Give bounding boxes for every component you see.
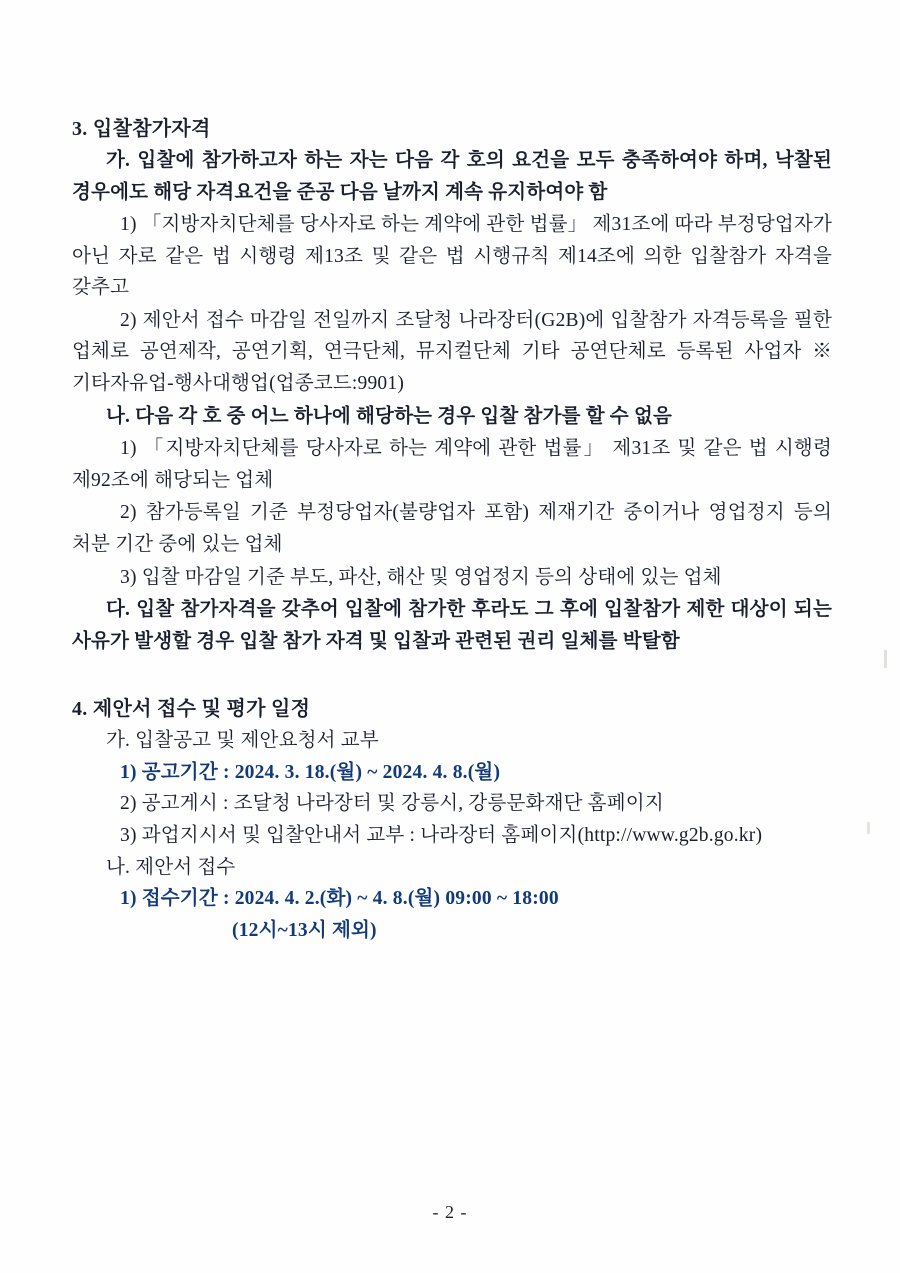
paragraph-4-b-1-note: (12시~13시 제외) <box>232 919 377 941</box>
paper-speck <box>867 822 870 834</box>
paragraph-4-a-3: 3) 과업지시서 및 입찰안내서 교부 : 나라장터 홈페이지(http://www.g2b.go.kr) <box>120 824 763 846</box>
paragraph-3-b-2: 2) 참가등록일 기준 부정당업자(불량업자 포함) 제재기간 중이거나 영업정지 등의 처분 기간 중에 있는 업체 <box>72 502 832 555</box>
paragraph-3-a-1: 1) 「지방자치단체를 당사자로 하는 계약에 관한 법률」 제31조에 따라 부정당업자가 아닌 자로 같은 법 시행령 제13조 및 같은 법 시행규칙 제14조에 의한 입찰참가 자격을 갖추고 <box>72 214 832 299</box>
paragraph-4-a-1: 1) 공고기간 : 2024. 3. 18.(월) ~ 2024. 4. 8.(월) <box>120 761 501 783</box>
paragraph-3-c: 다. 입찰 참가자격을 갖추어 입찰에 참가한 후라도 그 후에 입찰참가 제한 대상이 되는 사유가 발생할 경우 입찰 참가 자격 및 입찰과 관련된 권리 일체를 박탈함 <box>72 599 832 652</box>
section-spacer <box>72 658 832 692</box>
paragraph-4-a-2: 2) 공고게시 : 조달청 나라장터 및 강릉시, 강릉문화재단 홈페이지 <box>120 793 664 815</box>
paragraph-3-a: 가. 입찰에 참가하고자 하는 자는 다음 각 호의 요건을 모두 충족하여야 하며, 낙찰된 경우에도 해당 자격요건을 준공 다음 날까지 계속 유지하여야 함 <box>72 150 832 203</box>
page-number: - 2 - <box>432 1202 468 1222</box>
paragraph-3-b-3: 3) 입찰 마감일 기준 부도, 파산, 해산 및 영업정지 등의 상태에 있는 업체 <box>120 566 722 588</box>
paragraph-3-a-2: 2) 제안서 접수 마감일 전일까지 조달청 나라장터(G2B)에 입찰참가 자격등록을 필한 업체로 공연제작, 공연기획, 연극단체, 뮤지컬단체 기타 공연단체로 등록된 사업자 ※ 기타자유업-행사대행업(업종코드:9901) <box>72 309 832 395</box>
paragraph-4-b-1: 1) 접수기간 : 2024. 4. 2.(화) ~ 4. 8.(월) 09:00 ~ 18:00 <box>120 888 559 910</box>
section-heading-3: 3. 입찰참가자격 <box>72 118 211 140</box>
paper-speck <box>884 650 887 668</box>
section-heading-4: 4. 제안서 접수 및 평가 일정 <box>72 698 311 721</box>
paragraph-4-b: 나. 제안서 접수 <box>106 856 236 878</box>
paragraph-3-b: 나. 다음 각 호 중 어느 하나에 해당하는 경우 입찰 참가를 할 수 없음 <box>106 405 673 427</box>
paragraph-3-b-1: 1) 「지방자치단체를 당사자로 하는 계약에 관한 법률」 제31조 및 같은 법 시행령 제92조에 해당되는 업체 <box>72 438 832 491</box>
document-body <box>72 112 832 946</box>
paragraph-4-a: 가. 입찰공고 및 제안요청서 교부 <box>106 730 379 752</box>
